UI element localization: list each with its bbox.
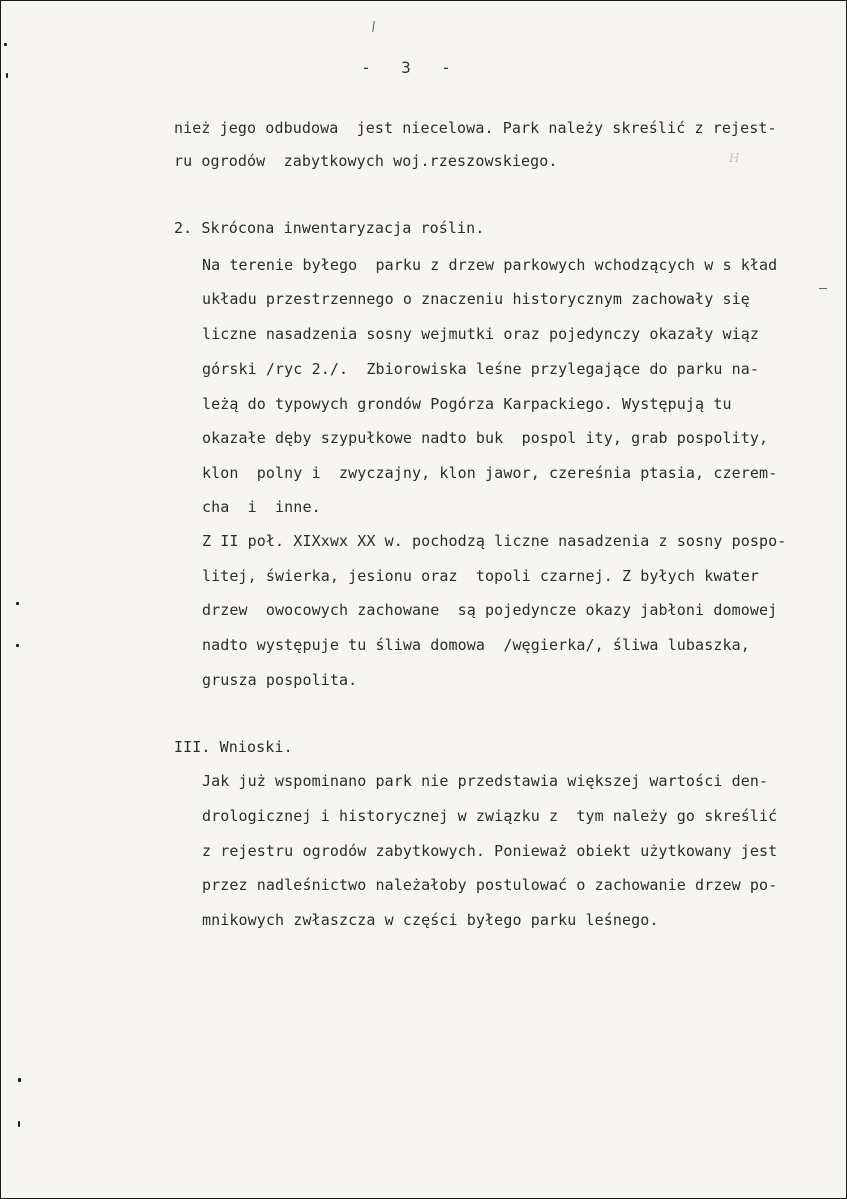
- text-line: górski /ryc 2./. Zbiorowiska leśne przylegające do parku na-: [202, 360, 759, 378]
- text-line: drzew owocowych zachowane są pojedyncze okazy jabłoni domowej: [202, 601, 778, 619]
- text-line: okazałe dęby szypułkowe nadto buk pospol ity, grab pospolity,: [202, 429, 769, 447]
- text-line: Jak już wspominano park nie przedstawia większej wartości den-: [202, 772, 769, 790]
- text-line: ru ogrodów zabytkowych woj.rzeszowskiego.: [174, 152, 558, 170]
- text-line: litej, świerka, jesionu oraz topoli czarnej. Z byłych kwater: [202, 567, 759, 585]
- binder-punch-mark: [18, 1121, 20, 1127]
- text-line: układu przestrzennego o znaczeniu historycznym zachowały się: [202, 290, 750, 308]
- text-line: leżą do typowych grondów Pogórza Karpackiego. Występują tu: [202, 395, 732, 413]
- binder-punch-mark: [16, 644, 19, 647]
- binder-punch-mark: [6, 73, 8, 78]
- ink-dash-mark: [819, 288, 827, 292]
- binder-punch-mark: [18, 1078, 21, 1082]
- page-number-dash: -: [361, 58, 371, 77]
- text-line: mnikowych zwłaszcza w części byłego parku leśnego.: [202, 911, 659, 929]
- text-line: Z II poł. XIXxwx XX w. pochodzą liczne nasadzenia z sosny pospo-: [202, 532, 787, 550]
- text-line: nież jego odbudowa jest niecelowa. Park należy skreślić z rejest-: [174, 119, 777, 137]
- text-line: nadto występuje tu śliwa domowa /węgierka/, śliwa lubaszka,: [202, 636, 750, 654]
- text-line: przez nadleśnictwo należałoby postulować o zachowanie drzew po-: [202, 876, 778, 894]
- text-line: drologicznej i historycznej w związku z tym należy go skreślić: [202, 807, 778, 825]
- text-line: cha i inne.: [202, 498, 321, 516]
- section-heading: 2. Skrócona inwentaryzacja roślin.: [174, 219, 485, 237]
- text-line: klon polny i zwyczajny, klon jawor, czereśnia ptasia, czerem-: [202, 464, 778, 482]
- binder-punch-mark: [16, 602, 19, 605]
- page-number-dash: -: [441, 58, 451, 77]
- text-line: z rejestru ogrodów zabytkowych. Ponieważ obiekt użytkowany jest: [202, 842, 778, 860]
- text-line: Na terenie byłego parku z drzew parkowych wchodzących w s kład: [202, 256, 778, 274]
- text-line: grusza pospolita.: [202, 671, 358, 689]
- page-number: [354, 58, 458, 78]
- page-number-value: 3: [401, 58, 411, 77]
- binder-punch-mark: [4, 43, 7, 46]
- text-line: liczne nasadzenia sosny wejmutki oraz pojedynczy okazały wiąz: [202, 325, 759, 343]
- section-heading: III. Wnioski.: [174, 738, 293, 756]
- pencil-note: H: [729, 151, 740, 165]
- ink-tick-mark: [372, 21, 375, 32]
